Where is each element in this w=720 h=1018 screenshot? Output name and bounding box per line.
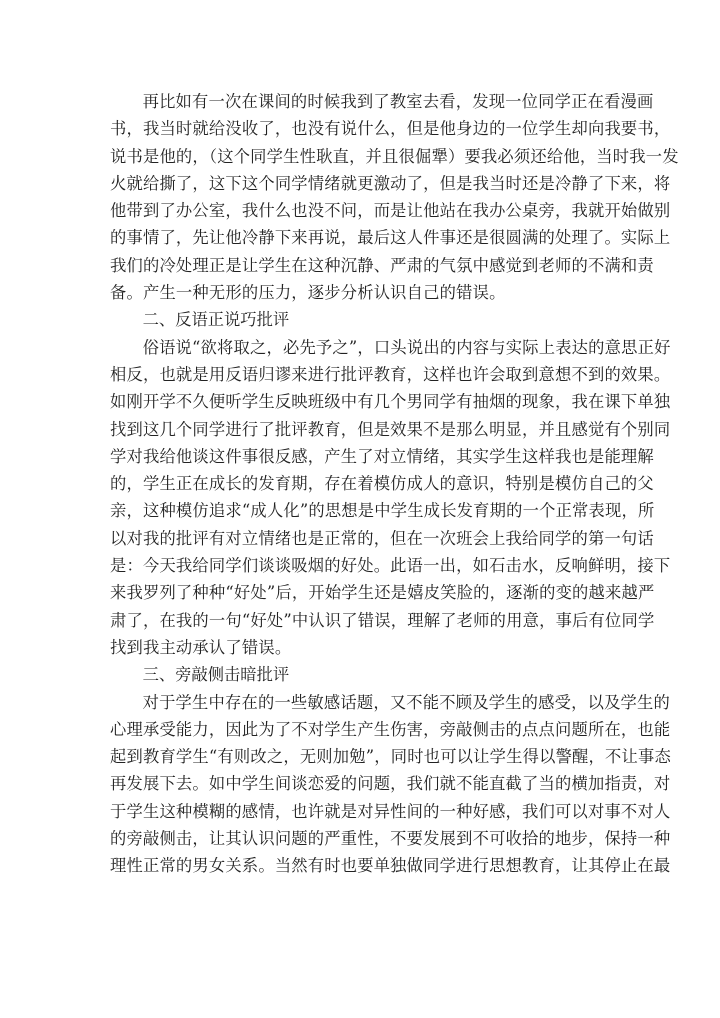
text-line: 的，学生正在成长的发育期，存在着模仿成人的意识，特别是模仿自己的父 (110, 474, 654, 494)
text-line: 再发展下去。如中学生间谈恋爱的问题，我们就不能直截了当的横加指责，对 (110, 774, 671, 794)
text-line: 书，我当时就给没收了，也没有说什么，但是他身边的一位学生却向我要书， (110, 119, 671, 139)
text-line: 备。产生一种无形的压力，逐步分析认识自己的错误。 (110, 283, 506, 303)
text-line: 于学生这种模糊的感情，也许就是对异性间的一种好感，我们可以对事不对人 (110, 801, 671, 821)
text-line: 他带到了办公室，我什么也没不问，而是让他站在我办公桌旁，我就开始做别 (110, 201, 671, 221)
text-line: 找到这几个同学进行了批评教育，但是效果不是那么明显，并且感觉有个别同 (110, 419, 671, 439)
text-line: 肃了，在我的一句“好处”中认识了错误，理解了老师的用意，事后有位同学 (110, 610, 655, 630)
text-line: 起到教育学生“有则改之，无则加勉”，同时也可以让学生得以警醒，不让事态 (110, 747, 671, 767)
text-line: 找到我主动承认了错误。 (110, 637, 292, 657)
text-line: 来我罗列了种种“好处”后，开始学生还是嬉皮笑脸的，逐渐的变的越来越严 (110, 583, 655, 603)
text-line: 相反，也就是用反语归谬来进行批评教育，这样也许会取到意想不到的效果。 (110, 364, 671, 384)
paragraph-indirect-criticism (110, 689, 671, 880)
text-line: 亲，这种模仿追求“成人化”的思想是中学生成长发育期的一个正常表现，所 (110, 501, 655, 521)
text-line: 的旁敲侧击，让其认识问题的严重性，不要发展到不可收拾的地步，保持一种 (110, 829, 671, 849)
text-line: 我们的冷处理正是让学生在这种沉静、严肃的气氛中感觉到老师的不满和责 (110, 255, 654, 275)
text-line: 说书是他的，（这个同学生性耿直，并且很倔犟）要我必须还给他，当时我一发 (110, 146, 679, 166)
text-line: 以对我的批评有对立情绪也是正常的，但在一次班会上我给同学的第一句话 (110, 528, 654, 548)
section-heading-2: 二、反语正说巧批评 (142, 310, 290, 330)
text-line: 学对我给他谈这件事很反感，产生了对立情绪，其实学生这样我也是能理解 (110, 446, 654, 466)
text-line: 火就给撕了，这下这个同学情绪就更激动了，但是我当时还是冷静了下来，将 (110, 173, 671, 193)
paragraph-cold-treatment (110, 88, 679, 306)
document-page (110, 88, 679, 880)
text-line: 俗语说“欲将取之，必先予之”，口头说出的内容与实际上表达的意思正好 (142, 337, 671, 357)
section-heading-3: 三、旁敲侧击暗批评 (142, 665, 290, 685)
text-line: 对于学生中存在的一些敏感话题，又不能不顾及学生的感受，以及学生的 (142, 692, 670, 712)
text-line: 心理承受能力，因此为了不对学生产生伤害，旁敲侧击的点点问题所在，也能 (110, 719, 671, 739)
text-line: 如刚开学不久便听学生反映班级中有几个男同学有抽烟的现象，我在课下单独 (110, 392, 671, 412)
text-line: 理性正常的男女关系。当然有时也要单独做同学进行思想教育，让其停止在最 (110, 856, 671, 876)
paragraph-irony-criticism (110, 334, 671, 662)
text-line: 再比如有一次在课间的时候我到了教室去看，发现一位同学正在看漫画 (142, 92, 654, 111)
text-line: 的事情了，先让他冷静下来再说，最后这人件事还是很圆满的处理了。实际上 (110, 228, 671, 248)
text-line: 是：今天我给同学们谈谈吸烟的好处。此语一出，如石击水，反响鲜明，接下 (110, 556, 671, 576)
